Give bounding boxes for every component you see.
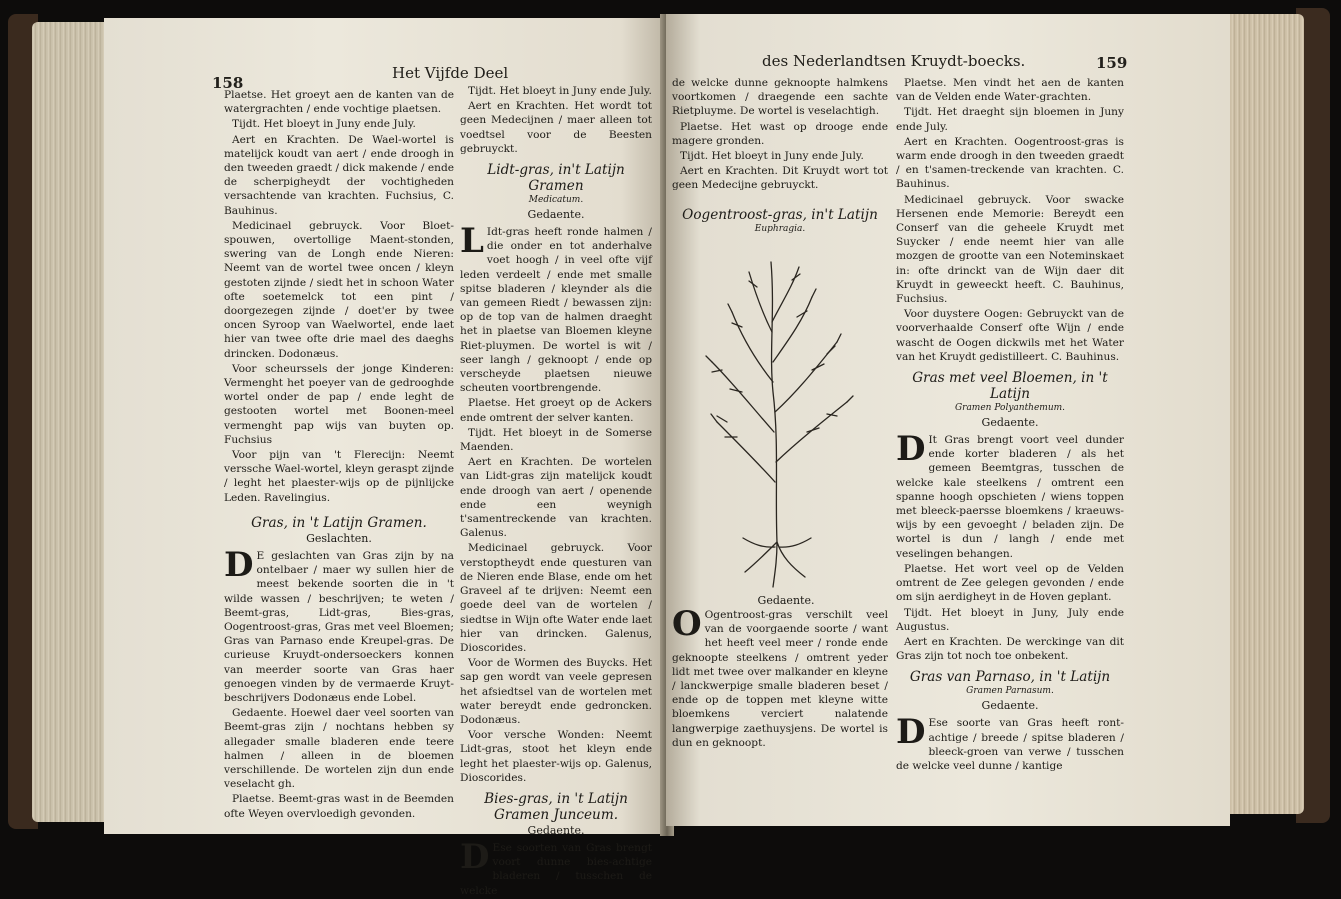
left-column-1 (224, 88, 454, 822)
figure-caption: Gedaente. (757, 594, 815, 607)
paragraph: Voor pijn van 't Flerecijn: Neemt verssche Wael-wortel, kleyn geraspt zijnde / leght het plaester-wijs op de pijnlijcke Leden. Ravelingius. (224, 449, 454, 504)
page-number-right: 159 (1096, 54, 1128, 72)
paragraph: Tijdt. Het bloeyt in Juny ende July. (468, 85, 652, 97)
section-title-gras: Gras, in 't Latijn Gramen. (251, 514, 427, 531)
running-head-left: Het Vijfde Deel (392, 64, 509, 82)
paragraph: Aert en Krachten. De wortelen van Lidt-gras zijn matelijck koudt ende droogh van aert / openende ende een weynigh t'samentreckende van krachten. Galenus. (460, 456, 652, 540)
paragraph: It Gras brengt voort veel dunder ende korter bladeren / als het gemeen Beemtgras, tusschen de welcke kale steelkens / omtrent een spanne hoogh opschieten / wiens toppen met bleeck-paersse bloemkens / kraeuws-wijs by een gevoeght / beladen zijn. De wortel is dun / langh / ende met veselingen behangen. (896, 434, 1124, 560)
section-subhead: Gedaente. (981, 416, 1039, 430)
section-latin-name: Euphragia. (754, 223, 806, 234)
section-title-bies-gras: Bies-gras, in 't Latijn Gramen Junceum. (484, 790, 628, 823)
paragraph: Aert en Krachten. Oogentroost-gras is warm ende droogh in den tweeden graedt / en t'samen-treckende van krachten. C. Bauhinus. (896, 135, 1124, 191)
paragraph: Plaetse. Beemt-gras wast in de Beemden ofte Weyen overvloedigh gevonden. (224, 793, 454, 820)
paragraph: Voor versche Wonden: Neemt Lidt-gras, stoot het kleyn ende leght het plaester-wijs op. Galenus, Dioscorides. (460, 729, 652, 784)
paragraph: Voor duystere Oogen: Gebruyckt van de voorverhaalde Conserf ofte Wijn / ende wascht de Oogen dickwils met het Water van het Kruydt gedistilleert. C. Bauhinus. (896, 308, 1124, 363)
paragraph: Ogentroost-gras verschilt veel van de voorgaende soorte / want het heeft veel meer / ronde ende geknoopte steelkens / omtrent yeder lidt met twee over malkander en kleyne / lanckwerpige smalle bladeren beset / ende op de toppen met kleyne witte bloemkens verciert nalatende langwerpige zaethuysjens. De wortel is dun en geknoopt. (672, 609, 888, 749)
plant-woodcut-icon (687, 242, 867, 592)
drop-capital: D (896, 712, 926, 753)
paragraph: Plaetse. Het wort veel op de Velden omtrent de Zee gelegen gevonden / ende om sijn aerdigheyt in de Hoven geplant. (896, 562, 1124, 604)
paragraph: Tijdt. Het bloeyt in de Somerse Maenden. (460, 426, 652, 454)
paragraph: Voor scheurssels der jonge Kinderen: Vermenght het poeyer van de gedrooghde wortel onder de pap / ende leght de gestooten wortel met Boonen-meel vermenght pap wijs van buyten op. Fuchsius (224, 362, 454, 446)
left-column-2 (460, 84, 652, 899)
section-subhead: Gedaente. (527, 208, 585, 222)
page-edges-left (32, 22, 110, 822)
paragraph: Ese soorten van Gras brengt voort dunne bies-achtige bladeren / tusschen de welcke (460, 841, 652, 897)
paragraph: Aert en Krachten. De Wael-wortel is matelijck koudt van aert / ende droogh in den tweeden graedt / dick makende / ende de scherpigheydt der vochtigheden versachtende van krachten. Fuchsius, C. Bauhinus. (224, 133, 454, 217)
paragraph: Medicinael gebruyck. Voor swacke Hersenen ende Memorie: Bereydt een Conserf van die geheele Kruydt met Suycker / ende neemt hier van alle mozgen de grootte van een Noteminskaet in: ofte drinckt van de Wijn daer dit Kruydt in geweeckt heeft. C. Bauhinus, Fuchsius. (896, 193, 1124, 306)
paragraph: Plaetse. Het wast op drooge ende magere gronden. (672, 120, 888, 147)
page-number-left: 158 (212, 74, 244, 92)
section-latin-name: Medicatum. (528, 195, 584, 206)
paragraph: Tijdt. Het bloeyt in Juny ende July. (232, 118, 416, 131)
page-edges-right (1226, 14, 1304, 814)
section-title-gras-met-veel-bloemen: Gras met veel Bloemen, in 't Latijn (912, 370, 1108, 403)
drop-capital: L (460, 221, 484, 262)
paragraph: Plaetse. Het groeyt aen de kanten van de watergrachten / ende vochtige plaetsen. (224, 89, 454, 116)
section-subhead: Gedaente. (527, 823, 585, 837)
paragraph: Aert en Krachten. Het wordt tot geen Medecijnen / maer alleen tot voedtsel voor de Beesten gebruyckt. (460, 100, 652, 155)
right-column-2 (896, 76, 1124, 774)
section-subhead: Geslachten. (306, 531, 372, 545)
drop-capital: O (672, 604, 702, 644)
section-latin-name: Gramen Parnasum. (966, 686, 1054, 697)
running-head-right: des Nederlandtsen Kruydt-boecks. (762, 52, 1026, 70)
paragraph: Ese soorte van Gras heeft ront-achtige / breede / spitse bladeren / bleeck-groen van verwe / tusschen de welcke veel dunne / kantige (896, 717, 1124, 772)
drop-capital: D (224, 544, 254, 585)
section-title-lidt-gras: Lidt-gras, in't Latijn Gramen (487, 162, 625, 195)
paragraph: de welcke dunne geknoopte halmkens voortkomen / draegende een sachte Rietpluyme. De wortel is veselachtigh. (672, 77, 888, 118)
right-column-1-bottom (672, 604, 888, 751)
right-column-1 (672, 76, 888, 237)
paragraph: Plaetse. Het groeyt op de Ackers ende omtrent der selver kanten. (460, 397, 652, 424)
drop-capital: D (460, 836, 490, 877)
paragraph: Voor de Wormen des Buycks. Het sap gen wordt van veele gepresen het afsiedtsel van de wortelen met water bereydt ende gedroncken. Dodonæus. (460, 657, 652, 726)
paragraph: Gedaente. Hoewel daer veel soorten van Beemt-gras zijn / nochtans hebben sy allegader smalle bladeren ende teere halmen / alleen in de bloemen verschillende. De wortelen zijn dun ende veselacht gh. (224, 707, 454, 791)
left-page (104, 18, 666, 897)
section-title-gras-van-parnaso: Gras van Parnaso, in 't Latijn (909, 669, 1111, 686)
section-subhead: Gedaente. (981, 699, 1039, 713)
paragraph: Idt-gras heeft ronde halmen / die onder en tot anderhalve voet hoogh / in veel ofte vijf leden verdeelt / ende met smalle spitse bladeren / kleynder als die van gemeen Riedt / bewassen zijn: op de top van de halmen draeght het in plaetse van Bloemen kleyne Riet-pluymen. De wortel is wit / seer langh / geknoopt / ende op verscheyde plaetsen nieuwe scheuten voortbrengende. (460, 226, 652, 395)
right-page (666, 14, 1230, 826)
paragraph: Aert en Krachten. De werckinge van dit Gras zijn tot noch toe onbekent. (896, 635, 1124, 663)
section-title-oogentroost: Oogentroost-gras, in't Latijn (682, 206, 878, 223)
drop-capital: D (896, 429, 926, 470)
paragraph: Tijdt. Het bloeyt in Juny ende July. (680, 150, 864, 163)
paragraph: Tijdt. Het bloeyt in Juny, July ende Augustus. (896, 606, 1124, 633)
paragraph: E geslachten van Gras zijn by na ontelbaer / maer wy sullen hier de meest bekende soorten die in 't wilde wassen / beschrijven; te weten / Beemt-gras, Lidt-gras, Bies-gras, Oogentroost-gras, Gras met veel Bloemen; Gras van Parnaso ende Kreupel-gras. De curieuse Kruydt-ondersoeckers konnen van meerder soorte van Gras haer genoegen vinden by de vermaerde Kruyt-beschrijvers Dodonæus ende Lobel. (224, 549, 454, 704)
paragraph: Tijdt. Het draeght sijn bloemen in Juny ende July. (896, 106, 1124, 133)
plant-illustration (687, 242, 867, 592)
paragraph: Aert en Krachten. Dit Kruydt wort tot geen Medecijne gebruyckt. (672, 165, 888, 192)
paragraph: Medicinael gebruyck. Voor verstoptheydt ende questuren van de Nieren ende Blase, ende om het Graveel af te drijven: Neemt een goede deel van de wortelen / siedtse in Wijn ofte Water ende laet hier van drincken. Galenus, Dioscorides. (460, 542, 652, 654)
section-latin-name: Gramen Polyanthemum. (954, 403, 1066, 414)
paragraph: Plaetse. Men vindt het aen de kanten van de Velden ende Water-grachten. (896, 77, 1124, 104)
paragraph: Medicinael gebruyck. Voor Bloet-spouwen, overtollige Maent-stonden, swering van de Longh ende Nieren: Neemt van de wortel twee oncen / kleyn gestoten zijnde / siedt het in schoon Water ofte soetemelck tot een pint / doorgezegen zijnde / doet'er by twee oncen Syroop van Waelwortel, ende laet hier van twee ofte drie mael des daeghs drincken. Dodonæus. (224, 219, 454, 360)
